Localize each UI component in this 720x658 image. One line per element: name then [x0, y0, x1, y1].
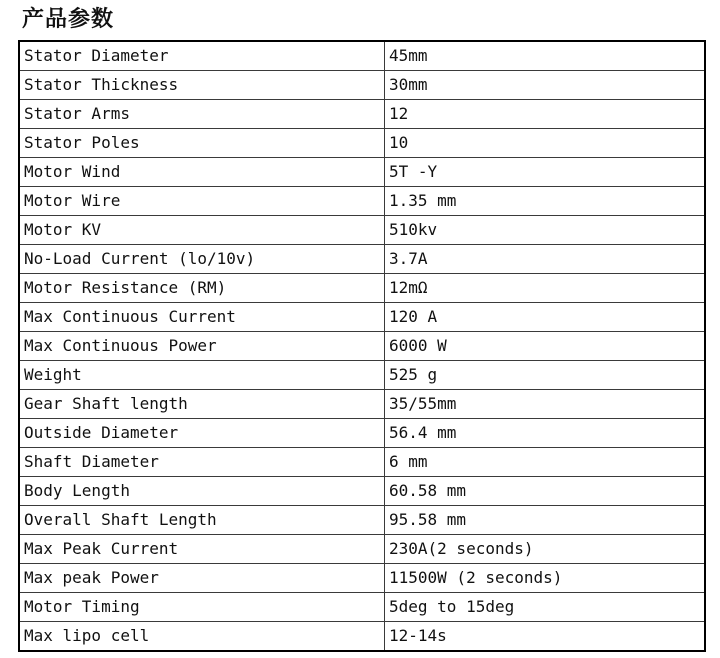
- spec-label-cell: Weight: [19, 361, 385, 390]
- spec-value-cell: 120 A: [385, 303, 706, 332]
- spec-value-cell: 35/55mm: [385, 390, 706, 419]
- spec-label-cell: Body Length: [19, 477, 385, 506]
- spec-label-cell: Outside Diameter: [19, 419, 385, 448]
- spec-value-cell: 60.58 mm: [385, 477, 706, 506]
- spec-label-cell: Stator Poles: [19, 129, 385, 158]
- spec-value-cell: 12-14s: [385, 622, 706, 652]
- spec-value-cell: 95.58 mm: [385, 506, 706, 535]
- table-row: [19, 158, 705, 187]
- table-row: [19, 129, 705, 158]
- table-row: [19, 100, 705, 129]
- table-row: [19, 419, 705, 448]
- spec-label-cell: Motor Wire: [19, 187, 385, 216]
- spec-value-cell: 1.35 mm: [385, 187, 706, 216]
- spec-label-cell: Overall Shaft Length: [19, 506, 385, 535]
- spec-value-cell: 230A(2 seconds): [385, 535, 706, 564]
- spec-label-cell: Stator Arms: [19, 100, 385, 129]
- spec-label-cell: Max lipo cell: [19, 622, 385, 652]
- table-row: [19, 390, 705, 419]
- spec-label-cell: Motor Timing: [19, 593, 385, 622]
- table-row: [19, 245, 705, 274]
- spec-table-body: [19, 41, 705, 651]
- table-row: [19, 622, 705, 652]
- spec-label-cell: Max Continuous Power: [19, 332, 385, 361]
- spec-value-cell: 6000 W: [385, 332, 706, 361]
- table-row: [19, 593, 705, 622]
- table-row: [19, 41, 705, 71]
- table-row: [19, 448, 705, 477]
- spec-value-cell: 30mm: [385, 71, 706, 100]
- spec-value-cell: 510kv: [385, 216, 706, 245]
- table-row: [19, 361, 705, 390]
- spec-value-cell: 12mΩ: [385, 274, 706, 303]
- table-row: [19, 216, 705, 245]
- table-row: [19, 506, 705, 535]
- spec-label-cell: Max Continuous Current: [19, 303, 385, 332]
- spec-table: [18, 40, 706, 652]
- spec-value-cell: 45mm: [385, 41, 706, 71]
- table-row: [19, 303, 705, 332]
- spec-label-cell: No-Load Current (lo/10v): [19, 245, 385, 274]
- spec-value-cell: 10: [385, 129, 706, 158]
- table-row: [19, 535, 705, 564]
- spec-label-cell: Motor Resistance (RM): [19, 274, 385, 303]
- spec-value-cell: 5T -Y: [385, 158, 706, 187]
- table-row: [19, 274, 705, 303]
- table-row: [19, 564, 705, 593]
- table-row: [19, 332, 705, 361]
- spec-label-cell: Stator Diameter: [19, 41, 385, 71]
- spec-value-cell: 56.4 mm: [385, 419, 706, 448]
- spec-label-cell: Motor Wind: [19, 158, 385, 187]
- spec-label-cell: Max peak Power: [19, 564, 385, 593]
- spec-value-cell: 6 mm: [385, 448, 706, 477]
- spec-label-cell: Max Peak Current: [19, 535, 385, 564]
- table-row: [19, 71, 705, 100]
- spec-label-cell: Gear Shaft length: [19, 390, 385, 419]
- spec-label-cell: Motor KV: [19, 216, 385, 245]
- spec-value-cell: 12: [385, 100, 706, 129]
- page-title: 产品参数: [22, 7, 115, 32]
- spec-label-cell: Stator Thickness: [19, 71, 385, 100]
- table-row: [19, 187, 705, 216]
- spec-label-cell: Shaft Diameter: [19, 448, 385, 477]
- spec-value-cell: 3.7A: [385, 245, 706, 274]
- table-row: [19, 477, 705, 506]
- spec-value-cell: 525 g: [385, 361, 706, 390]
- spec-value-cell: 5deg to 15deg: [385, 593, 706, 622]
- spec-value-cell: 11500W (2 seconds): [385, 564, 706, 593]
